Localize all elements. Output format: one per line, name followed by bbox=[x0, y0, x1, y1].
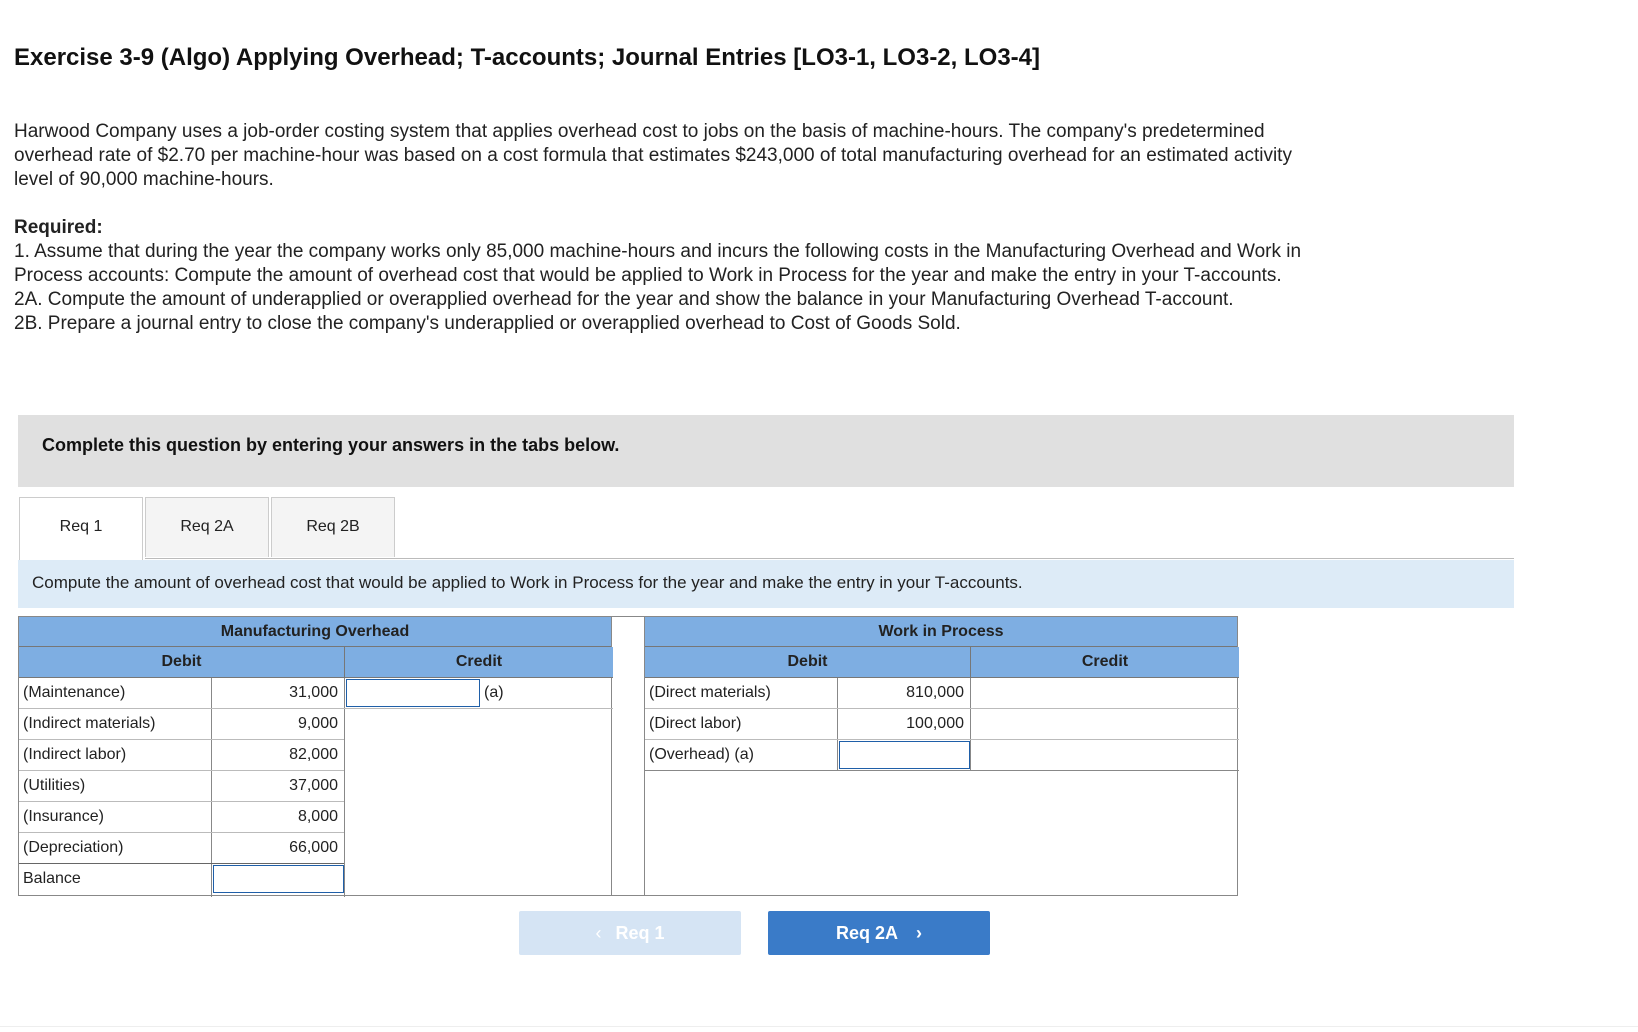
next-button-label: Req 2A bbox=[835, 923, 898, 943]
credit-header: Credit bbox=[970, 647, 1239, 678]
chevron-right-icon: › bbox=[916, 923, 922, 943]
page-title: Exercise 3-9 (Algo) Applying Overhead; T-accounts; Journal Entries [LO3-1, LO3-2, LO3-4] bbox=[14, 44, 1040, 71]
tab-divider bbox=[145, 558, 1514, 559]
tab-req-1[interactable]: Req 1 bbox=[19, 497, 143, 560]
requirement-1: 1. Assume that during the year the company works only 85,000 machine-hours and incurs the following costs in the Manufacturing Overhead and Work in Process accounts: Compute the amount of overhead cost that would be applied to Work in Process for the year and make the entry in your T-accounts. bbox=[14, 241, 1302, 286]
tab-instruction-text: Compute the amount of overhead cost that would be applied to Work in Process for the year and make the entry in your T-accounts. bbox=[32, 573, 1023, 592]
table-row bbox=[344, 678, 613, 709]
t-account-work-in-process bbox=[644, 616, 1238, 896]
table-row bbox=[19, 678, 344, 709]
table-row bbox=[19, 771, 344, 802]
requirement-2a: 2A. Compute the amount of underapplied or overapplied overhead for the year and show the balance in your Manufacturing Overhead T-account. bbox=[14, 289, 1234, 310]
table-row bbox=[645, 709, 1239, 740]
credit-entry-label: (a) bbox=[484, 684, 504, 701]
table-row bbox=[19, 709, 344, 740]
table-row bbox=[19, 802, 344, 833]
debit-header: Debit bbox=[645, 647, 970, 678]
account-line-label: (Insurance) bbox=[23, 808, 104, 825]
t-account-title: Manufacturing Overhead bbox=[19, 617, 611, 647]
balance-label: Balance bbox=[23, 870, 81, 887]
overhead-applied-input[interactable] bbox=[839, 741, 970, 769]
banner-text: Complete this question by entering your answers in the tabs below. bbox=[42, 435, 620, 455]
table-row bbox=[645, 740, 1239, 771]
required-heading: Required: bbox=[14, 217, 103, 238]
account-line-label: (Indirect materials) bbox=[23, 715, 156, 732]
chevron-left-icon: ‹ bbox=[595, 923, 602, 943]
account-line-amount: 66,000 bbox=[289, 839, 338, 856]
prev-button-label: Req 1 bbox=[615, 923, 665, 943]
account-line-amount: 9,000 bbox=[297, 715, 338, 732]
account-line-label: (Indirect labor) bbox=[23, 746, 127, 763]
account-line-amount: 31,000 bbox=[289, 684, 338, 701]
account-line-label: (Direct labor) bbox=[649, 715, 742, 732]
table-row bbox=[19, 833, 344, 864]
account-line-label: (Maintenance) bbox=[23, 684, 126, 701]
problem-intro: Harwood Company uses a job-order costing system that applies overhead cost to jobs on the basis of machine-hours. The company's predetermined overhead rate of $2.70 per machine-hour was based on a cost formula that estimates $243,000 of total manufacturing overhead for an estimated activity level of 90,000 machine-hours. bbox=[14, 121, 1292, 190]
t-account-title: Work in Process bbox=[645, 617, 1237, 647]
tab-req-2a[interactable]: Req 2A bbox=[145, 497, 269, 557]
balance-row bbox=[19, 864, 344, 895]
instruction-banner bbox=[18, 415, 1514, 487]
t-account-manufacturing-overhead bbox=[18, 616, 612, 896]
account-line-amount: 8,000 bbox=[297, 808, 338, 825]
divider bbox=[344, 678, 345, 897]
credit-header: Credit bbox=[344, 647, 613, 678]
account-line-amount: 82,000 bbox=[289, 746, 338, 763]
requirement-2b: 2B. Prepare a journal entry to close the company's underapplied or overapplied overhead to Cost of Goods Sold. bbox=[14, 313, 961, 334]
account-line-amount: 810,000 bbox=[906, 684, 964, 701]
footer-divider bbox=[0, 1026, 1638, 1027]
tab-req-2b[interactable]: Req 2B bbox=[271, 497, 395, 557]
account-spacer bbox=[612, 616, 644, 896]
table-row bbox=[19, 740, 344, 771]
account-line-label: (Depreciation) bbox=[23, 839, 124, 856]
account-line-label: (Direct materials) bbox=[649, 684, 771, 701]
next-button[interactable] bbox=[768, 911, 990, 955]
account-line-label: (Utilities) bbox=[23, 777, 86, 794]
prev-button[interactable] bbox=[519, 911, 741, 955]
balance-input[interactable] bbox=[213, 865, 344, 893]
credit-applied-overhead-input[interactable] bbox=[346, 679, 480, 707]
account-line-amount: 100,000 bbox=[906, 715, 964, 732]
account-line-label: (Overhead) (a) bbox=[649, 746, 754, 763]
requirements bbox=[14, 216, 1304, 336]
debit-header: Debit bbox=[19, 647, 344, 678]
table-row bbox=[645, 678, 1239, 709]
account-line-amount: 37,000 bbox=[289, 777, 338, 794]
tab-instruction bbox=[18, 560, 1514, 608]
